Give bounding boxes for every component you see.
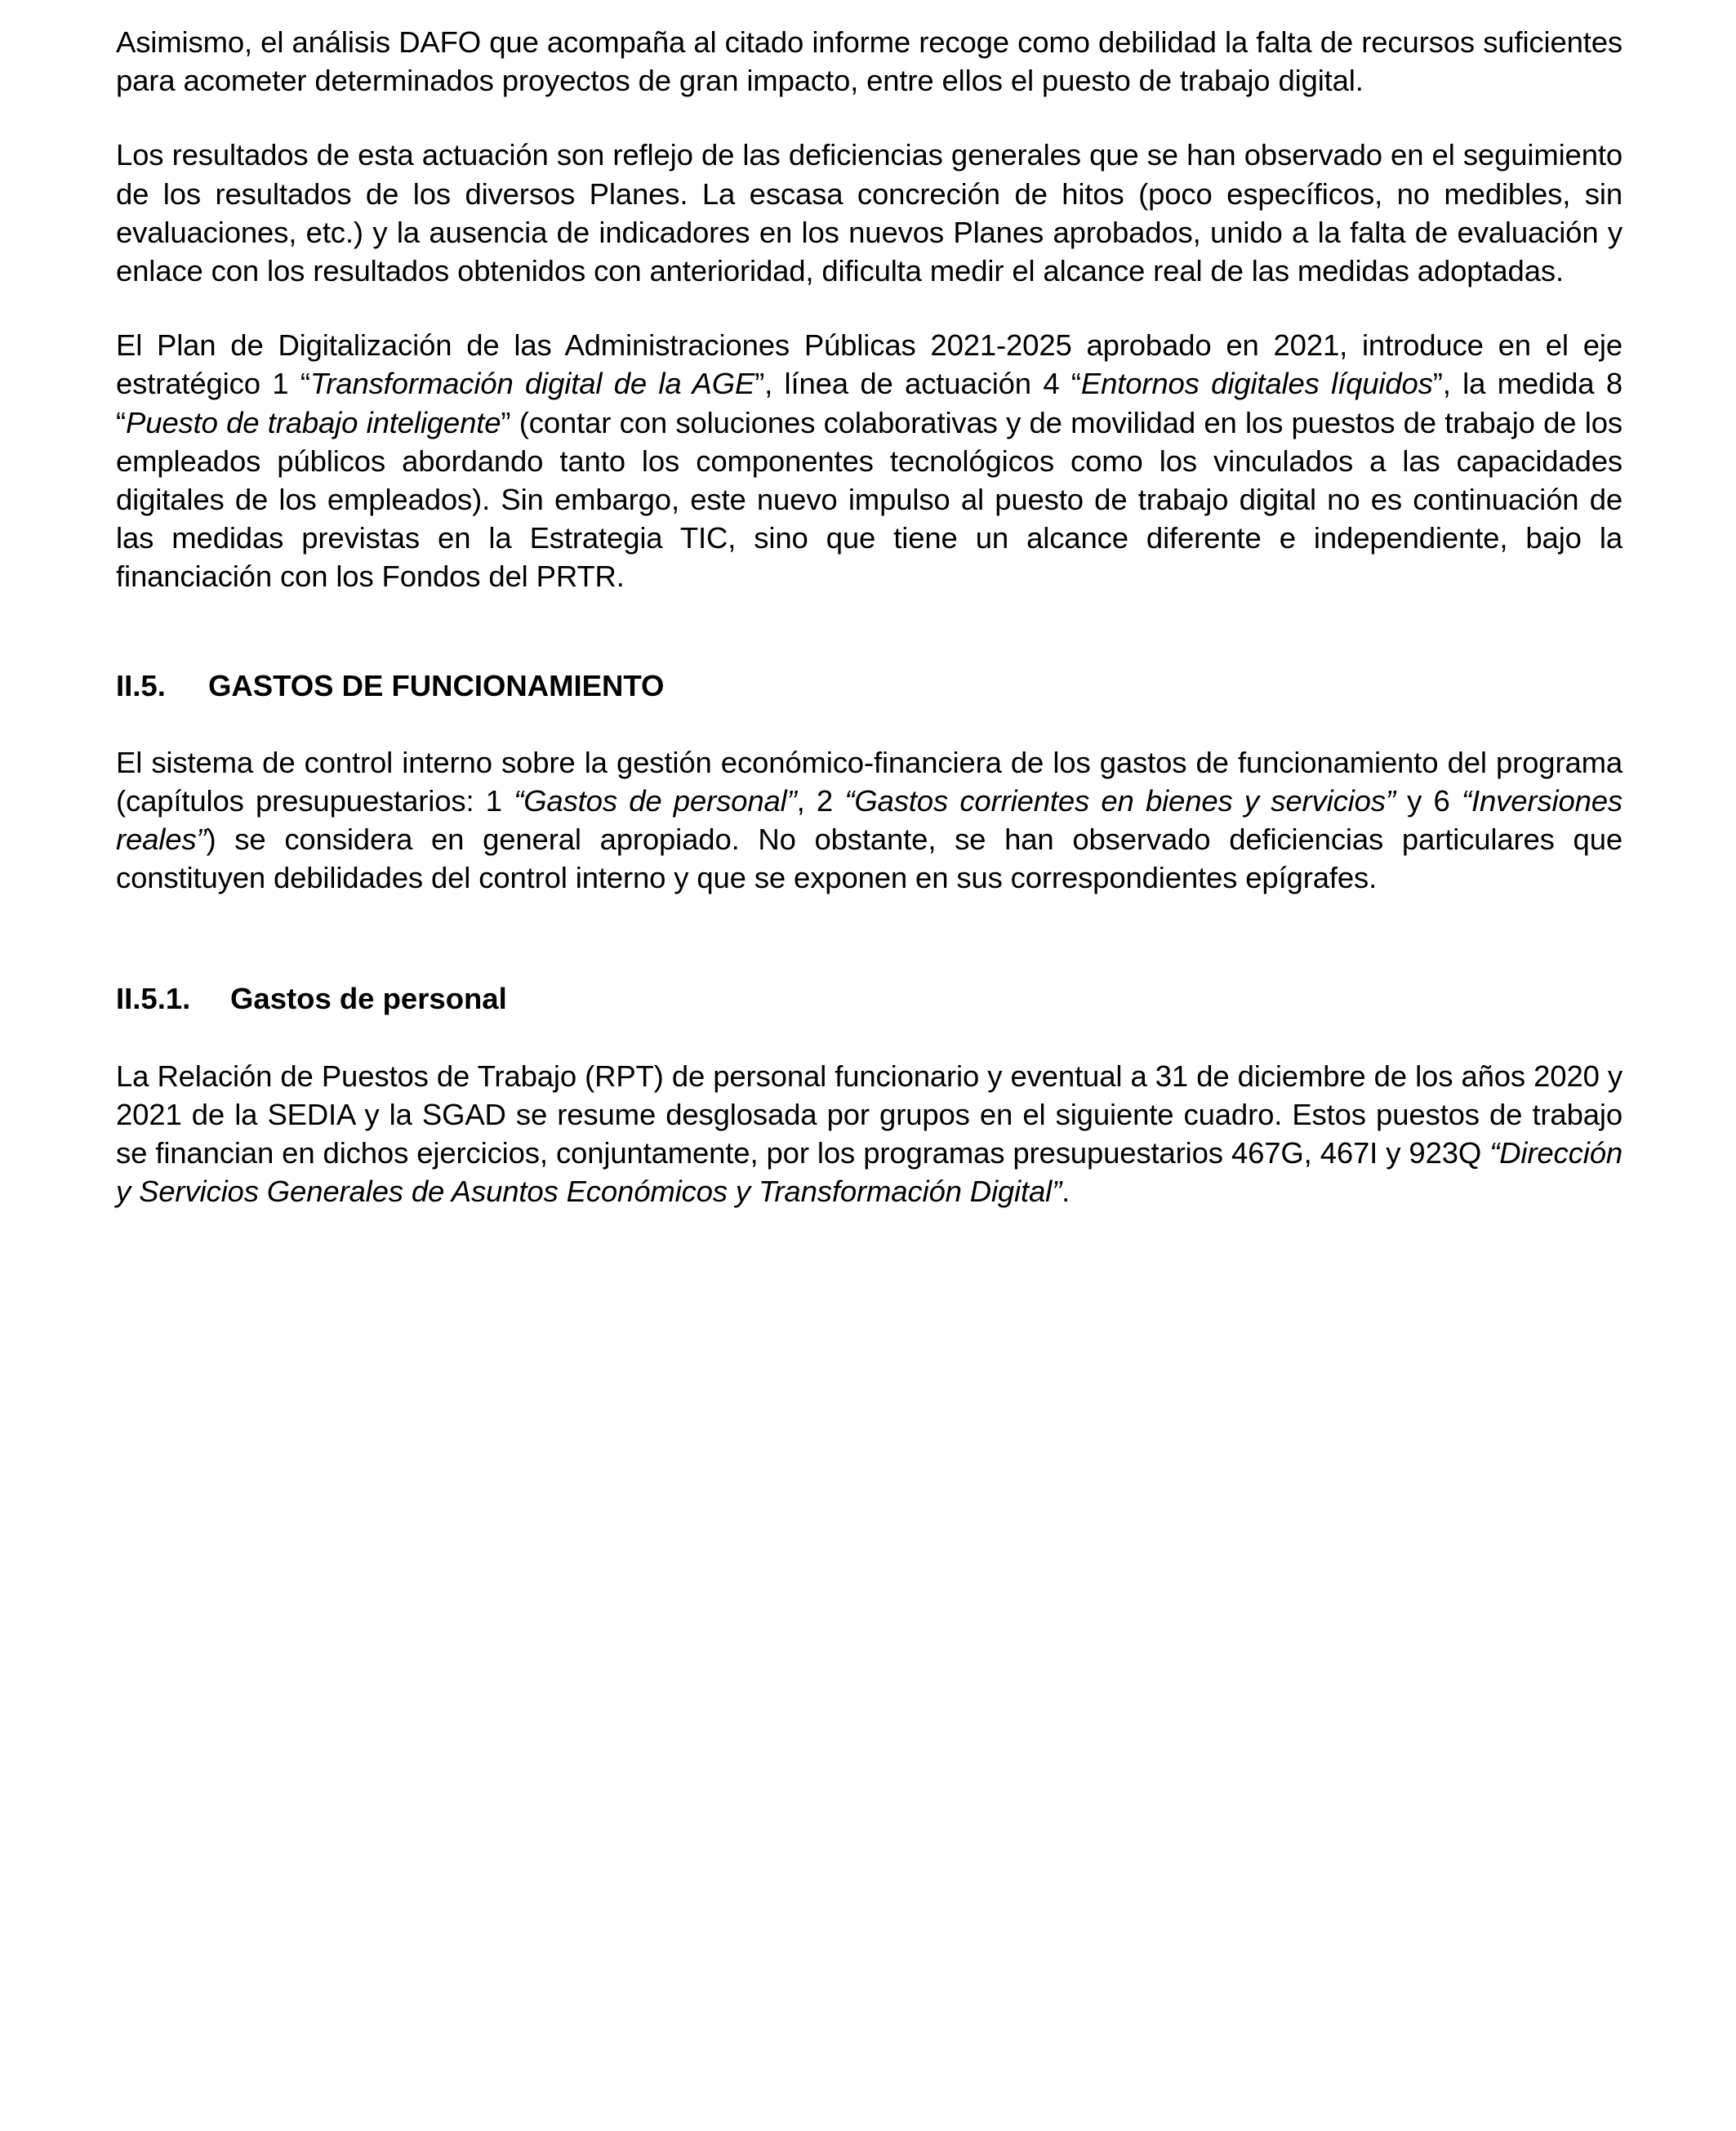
paragraph-5 xyxy=(116,1057,1622,1211)
section-heading-ii-5 xyxy=(116,666,1622,705)
subheading-spacer-after xyxy=(116,1018,1622,1057)
paragraph-4-run-2: , 2 xyxy=(796,784,845,818)
paragraph-3-italic-entornos-digitales-liquidos: Entornos digitales líquidos xyxy=(1080,367,1433,401)
paragraph-3-run-2: ”, línea de actuación 4 “ xyxy=(754,367,1081,401)
paragraph-4-italic-gastos-corrientes: “Gastos corrientes en bienes y servicios” xyxy=(844,784,1395,818)
paragraph-2: Los resultados de esta actuación son reflejo de las deficiencias generales que se han observado en el seguimiento de los resultados de los diversos Planes. La escasa concreción de hitos (poco específicos, no medibles, sin evaluaciones, etc.) y la ausencia de indicadores en los nuevos Planes aprobados, unido a la falta de evaluación y enlace con los resultados obtenidos con anterioridad, dificulta medir el alcance real de las medidas adoptadas. xyxy=(116,138,1622,288)
paragraph-3-run-3: ”, la medida 8 “ xyxy=(116,367,1622,439)
paragraph-4-italic-gastos-de-personal: “Gastos de personal” xyxy=(514,784,797,818)
paragraph-1: Asimismo, el análisis DAFO que acompaña al citado informe recoge como debilidad la falta de recursos suficientes para acometer determinados proyectos de gran impacto, entre ellos el puesto de trabajo digital. xyxy=(116,25,1622,98)
paragraph-4-run-1: El sistema de control interno sobre la gestión económico-financiera de los gastos de funcionamiento del programa (capítulos presupuestarios: 1 xyxy=(116,745,1622,818)
paragraph-5-run-1: La Relación de Puestos de Trabajo (RPT) de personal funcionario y eventual a 31 de diciembre de los años 2020 y 2021 de la SEDIA y la SGAD se resume desglosada por grupos en el siguiente cuadro. Estos puestos de trabajo se financian en dichos ejercicios, conjuntamente, por los programas presupuestarios 467G, 467I y 923Q xyxy=(116,1059,1622,1170)
paragraph-4-italic-inversiones-reales: “Inversiones reales” xyxy=(116,784,1622,857)
document-text-body xyxy=(116,23,1622,1211)
paragraph-3-italic-puesto-trabajo-inteligente: Puesto de trabajo inteligente xyxy=(126,405,501,439)
paragraph-3-run-1: El Plan de Digitalización de las Administraciones Públicas 2021-2025 aprobado en 2021, introduce en el eje estratégico 1 “ xyxy=(116,328,1622,401)
paragraph-4-run-3: y 6 xyxy=(1395,784,1462,818)
heading-spacer-after xyxy=(116,705,1622,743)
subsection-heading-number: II.5.1. xyxy=(116,981,191,1015)
paragraph-4 xyxy=(116,743,1622,898)
heading-spacer-before xyxy=(116,596,1622,666)
paragraph-4-run-4: ) se considera en general apropiado. No obstante, se han observado deficiencias particulares que constituyen debilidades del control interno y que se exponen en sus correspondientes epígrafes. xyxy=(116,823,1622,895)
paragraph-3-italic-transformacion-digital: Transformación digital de la AGE xyxy=(309,367,755,401)
section-heading-number: II.5. xyxy=(116,668,166,702)
subsection-heading-title: Gastos de personal xyxy=(230,981,507,1015)
subsection-heading-ii-5-1 xyxy=(116,979,1622,1018)
paragraph-3-run-4: ” (contar con soluciones colaborativas y de movilidad en los puestos de trabajo de los empleados públicos abordando tanto los componentes tecnológicos como los vinculados a las capacidades digitales de los empleados). Sin embargo, este nuevo impulso al puesto de trabajo digital no es continuación de las medidas previstas en la Estrategia TIC, sino que tiene un alcance diferente e independiente, bajo la financiación con los Fondos del PRTR. xyxy=(116,405,1622,594)
paragraph-spacer xyxy=(116,100,1622,136)
paragraph-5-italic-direccion-servicios-generales: “Dirección y Servicios Generales de Asuntos Económicos y Transformación Digital” xyxy=(116,1136,1622,1209)
paragraph-5-run-2: . xyxy=(1062,1175,1071,1209)
subheading-spacer-before xyxy=(116,898,1622,979)
paragraph-3 xyxy=(116,326,1622,595)
section-heading-title: GASTOS DE FUNCIONAMIENTO xyxy=(208,668,665,702)
paragraph-spacer xyxy=(116,290,1622,326)
